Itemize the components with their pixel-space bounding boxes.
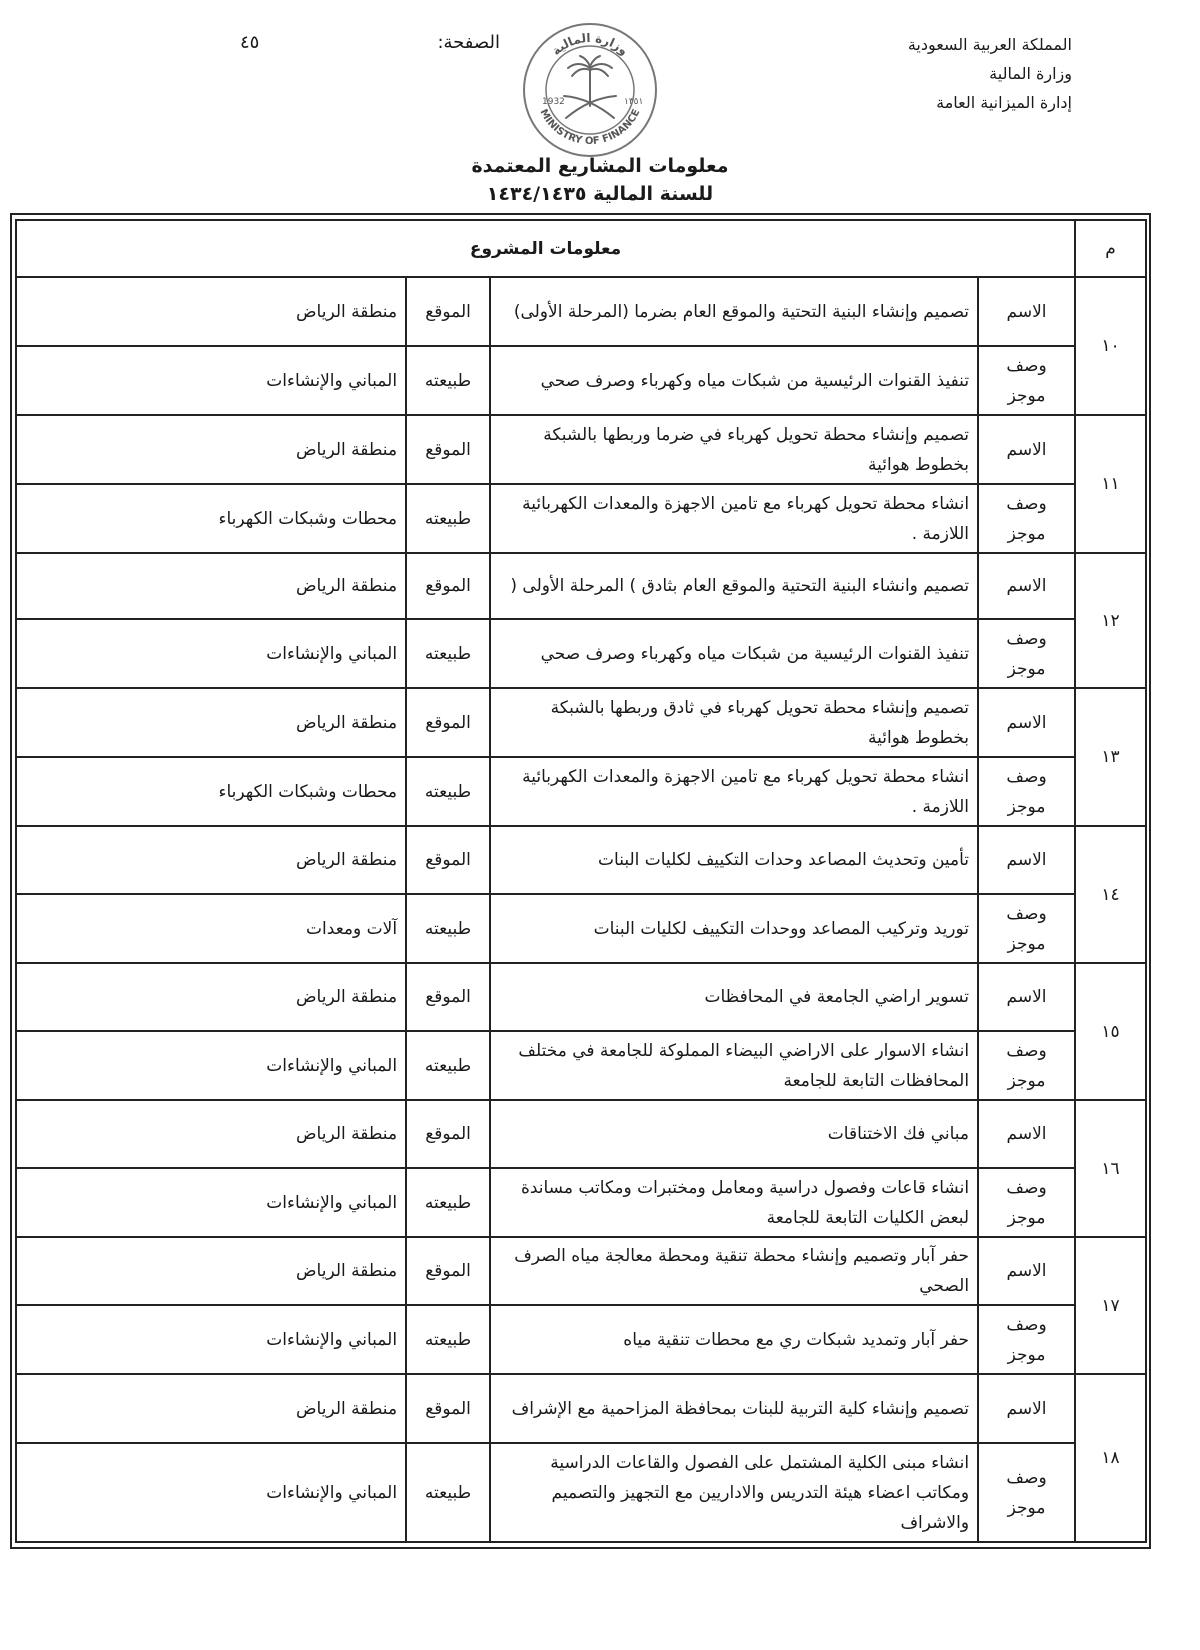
table-row: [16, 1443, 1146, 1542]
project-number: ١٠: [1075, 277, 1146, 415]
country-name: المملكة العربية السعودية: [907, 35, 1072, 54]
project-nature: المباني والإنشاءات: [16, 1168, 406, 1237]
project-location: منطقة الرياض: [16, 688, 406, 757]
nature-label: طبيعته: [406, 1031, 490, 1100]
description-label: وصف موجز: [978, 346, 1075, 415]
project-name: تصميم وإنشاء محطة تحويل كهرباء في ضرما وربطها بالشبكة بخطوط هوائية: [490, 415, 978, 484]
name-label: الاسم: [978, 415, 1075, 484]
project-location: منطقة الرياض: [16, 277, 406, 346]
project-location: منطقة الرياض: [16, 1100, 406, 1168]
seal-bottom-text: MINISTRY OF FINANCE: [537, 107, 643, 148]
project-description: تنفيذ القنوات الرئيسية من شبكات مياه وكهرباء وصرف صحي: [490, 346, 978, 415]
table-row: [16, 619, 1146, 688]
project-number: ١٧: [1075, 1237, 1146, 1374]
project-description: انشاء مبنى الكلية المشتمل على الفصول والقاعات الدراسية ومكاتب اعضاء هيئة التدريس والاداريين مع التجهيز والتصميم والاشراف: [490, 1443, 978, 1542]
title-line-2: للسنة المالية ١٤٣٤/١٤٣٥: [486, 183, 714, 205]
location-label: الموقع: [406, 415, 490, 484]
table-row: [16, 963, 1146, 1031]
name-label: الاسم: [978, 826, 1075, 894]
project-name: تصميم وإنشاء محطة تحويل كهرباء في ثادق وربطها بالشبكة بخطوط هوائية: [490, 688, 978, 757]
project-name: تسوير اراضي الجامعة في المحافظات: [490, 963, 978, 1031]
nature-label: طبيعته: [406, 1305, 490, 1374]
name-label: الاسم: [978, 1374, 1075, 1443]
project-number: ١٢: [1075, 553, 1146, 688]
project-number: ١١: [1075, 415, 1146, 553]
table-row: [16, 553, 1146, 619]
project-name: تصميم وانشاء البنية التحتية والموقع العام بثادق ) المرحلة الأولى (: [490, 553, 978, 619]
title-line-1: معلومات المشاريع المعتمدة: [471, 155, 729, 177]
palm-swords-icon: [564, 56, 616, 118]
name-label: الاسم: [978, 277, 1075, 346]
name-label: الاسم: [978, 1237, 1075, 1305]
table-header-row: [16, 220, 1146, 277]
description-label: وصف موجز: [978, 1443, 1075, 1542]
project-location: منطقة الرياض: [16, 1237, 406, 1305]
nature-label: طبيعته: [406, 484, 490, 553]
ministry-of-finance-seal: [520, 20, 660, 160]
project-location: منطقة الرياض: [16, 1374, 406, 1443]
table-row: [16, 688, 1146, 757]
project-name: مباني فك الاختناقات: [490, 1100, 978, 1168]
project-description: انشاء محطة تحويل كهرباء مع تامين الاجهزة والمعدات الكهربائية اللازمة .: [490, 757, 978, 826]
project-nature: المباني والإنشاءات: [16, 346, 406, 415]
name-label: الاسم: [978, 688, 1075, 757]
col-project-info-header: معلومات المشروع: [16, 220, 1075, 277]
description-label: وصف موجز: [978, 757, 1075, 826]
description-label: وصف موجز: [978, 1168, 1075, 1237]
location-label: الموقع: [406, 963, 490, 1031]
location-label: الموقع: [406, 277, 490, 346]
description-label: وصف موجز: [978, 1305, 1075, 1374]
project-location: منطقة الرياض: [16, 826, 406, 894]
project-name: تصميم وإنشاء البنية التحتية والموقع العام بضرما (المرحلة الأولى): [490, 277, 978, 346]
project-number: ١٦: [1075, 1100, 1146, 1237]
description-label: وصف موجز: [978, 894, 1075, 963]
description-label: وصف موجز: [978, 1031, 1075, 1100]
project-description: تنفيذ القنوات الرئيسية من شبكات مياه وكهرباء وصرف صحي: [490, 619, 978, 688]
table-row: [16, 1305, 1146, 1374]
seal-top-text: وزارة المالية: [549, 30, 631, 59]
project-number: ١٨: [1075, 1374, 1146, 1542]
page-label: الصفحة:: [437, 32, 500, 53]
document-title: [0, 152, 1200, 208]
table-row: [16, 826, 1146, 894]
project-location: منطقة الرياض: [16, 553, 406, 619]
project-location: منطقة الرياض: [16, 415, 406, 484]
table-row: [16, 346, 1146, 415]
project-number: ١٤: [1075, 826, 1146, 963]
project-nature: المباني والإنشاءات: [16, 1305, 406, 1374]
location-label: الموقع: [406, 1374, 490, 1443]
location-label: الموقع: [406, 553, 490, 619]
table-row: [16, 484, 1146, 553]
name-label: الاسم: [978, 1100, 1075, 1168]
nature-label: طبيعته: [406, 346, 490, 415]
description-label: وصف موجز: [978, 484, 1075, 553]
table-row: [16, 1168, 1146, 1237]
name-label: الاسم: [978, 963, 1075, 1031]
ministry-name: وزارة المالية: [989, 64, 1072, 83]
description-label: وصف موجز: [978, 619, 1075, 688]
location-label: الموقع: [406, 688, 490, 757]
table-row: [16, 757, 1146, 826]
name-label: الاسم: [978, 553, 1075, 619]
project-nature: آلات ومعدات: [16, 894, 406, 963]
project-nature: المباني والإنشاءات: [16, 1031, 406, 1100]
table-row: [16, 1374, 1146, 1443]
nature-label: طبيعته: [406, 894, 490, 963]
project-nature: محطات وشبكات الكهرباء: [16, 757, 406, 826]
location-label: الموقع: [406, 1100, 490, 1168]
table-row: [16, 894, 1146, 963]
project-description: انشاء الاسوار على الاراضي البيضاء المملوكة للجامعة في مختلف المحافظات التابعة للجامعة: [490, 1031, 978, 1100]
table-row: [16, 1237, 1146, 1305]
project-name: حفر آبار وتصميم وإنشاء محطة تنقية ومحطة معالجة مياه الصرف الصحي: [490, 1237, 978, 1305]
project-location: منطقة الرياض: [16, 963, 406, 1031]
nature-label: طبيعته: [406, 1443, 490, 1542]
project-number: ١٣: [1075, 688, 1146, 826]
seal-year-right: ١٣٥١: [624, 97, 644, 107]
table-row: [16, 1100, 1146, 1168]
svg-text:وزارة المالية: [549, 31, 631, 59]
project-description: توريد وتركيب المصاعد ووحدات التكييف لكليات البنات: [490, 894, 978, 963]
project-name: تصميم وإنشاء كلية التربية للبنات بمحافظة المزاحمية مع الإشراف: [490, 1374, 978, 1443]
project-name: تأمين وتحديث المصاعد وحدات التكييف لكليات البنات: [490, 826, 978, 894]
location-label: الموقع: [406, 1237, 490, 1305]
location-label: الموقع: [406, 826, 490, 894]
nature-label: طبيعته: [406, 1168, 490, 1237]
project-description: انشاء قاعات وفصول دراسية ومعامل ومختبرات ومكاتب مساندة لبعض الكليات التابعة للجامعة: [490, 1168, 978, 1237]
project-nature: المباني والإنشاءات: [16, 619, 406, 688]
issuer-header: [908, 30, 1072, 117]
table-row: [16, 1031, 1146, 1100]
page-number: ٤٥: [240, 32, 260, 53]
project-description: حفر آبار وتمديد شبكات ري مع محطات تنقية مياه: [490, 1305, 978, 1374]
project-number: ١٥: [1075, 963, 1146, 1100]
seal-year-left: 1932: [542, 97, 565, 107]
nature-label: طبيعته: [406, 619, 490, 688]
project-nature: المباني والإنشاءات: [16, 1443, 406, 1542]
table-row: [16, 415, 1146, 484]
nature-label: طبيعته: [406, 757, 490, 826]
project-description: انشاء محطة تحويل كهرباء مع تامين الاجهزة والمعدات الكهربائية اللازمة .: [490, 484, 978, 553]
department-name: إدارة الميزانية العامة: [936, 93, 1072, 112]
page-indicator: [240, 32, 500, 53]
col-number-header: م: [1075, 220, 1146, 277]
project-nature: محطات وشبكات الكهرباء: [16, 484, 406, 553]
table-row: [16, 277, 1146, 346]
projects-table: [15, 219, 1147, 1543]
